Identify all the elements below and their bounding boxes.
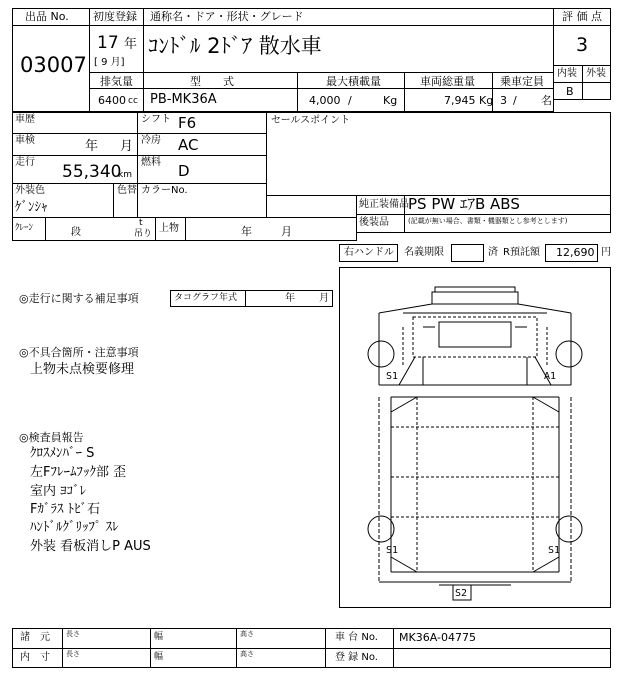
defects-label: ◎不具合箇所・注意事項 bbox=[19, 346, 139, 359]
details-left-box bbox=[12, 112, 267, 218]
tacho-year-unit: 年 bbox=[285, 293, 295, 304]
history-label: 車歴 bbox=[15, 114, 35, 125]
model-label: 型 式 bbox=[190, 75, 234, 88]
capacity-label: 乗車定員 bbox=[500, 75, 544, 88]
recycle-unit: 円 bbox=[601, 247, 611, 258]
length-label-2: 長さ bbox=[66, 650, 80, 658]
inspection-month-unit: 月 bbox=[120, 139, 134, 154]
crane-hang-unit: 吊り bbox=[134, 229, 153, 239]
max-load-label: 最大積載量 bbox=[326, 75, 381, 88]
chassis-label: 車 台 No. bbox=[335, 632, 378, 643]
length-label: 長さ bbox=[66, 630, 80, 638]
aftermarket-label: 後装品 bbox=[359, 217, 389, 228]
gross-weight-label: 車両総重量 bbox=[420, 75, 475, 88]
lot-label: 出品 No. bbox=[25, 10, 69, 23]
mark-rear-right: S1 bbox=[548, 545, 561, 556]
ext-color-value: ｹﾞﾝｼｬ bbox=[15, 200, 48, 215]
mark-rear-left: S1 bbox=[386, 545, 399, 556]
recycle-amount: 12,690 bbox=[556, 246, 595, 259]
reg-year-unit: 年 bbox=[124, 37, 138, 52]
ac-label: 冷房 bbox=[141, 135, 161, 146]
std-equipment-label: 純正装備品 bbox=[359, 199, 409, 210]
fuel-label: 燃料 bbox=[141, 157, 161, 168]
inspector-line: ﾊﾝﾄﾞﾙｸﾞﾘｯﾌﾟ ｽﾚ bbox=[30, 520, 119, 535]
mileage-unit: km bbox=[118, 170, 132, 180]
inspector-label: ◎検査員報告 bbox=[19, 431, 84, 444]
reg-year: 17 bbox=[97, 33, 119, 53]
first-reg-label: 初度登録 bbox=[93, 10, 137, 23]
name-change-label: 名義期限 bbox=[404, 247, 444, 258]
score-label: 評 価 点 bbox=[562, 10, 602, 23]
ext-color-label: 外装色 bbox=[15, 185, 45, 196]
color-change-label: 色替 bbox=[117, 185, 137, 196]
reg-month: [ 9 月] bbox=[94, 57, 125, 68]
mark-front-right: A1 bbox=[544, 371, 557, 382]
displacement-unit: cc bbox=[128, 96, 138, 106]
vehicle-name: ｺﾝﾄﾞﾙ 2ﾄﾞｱ 散水車 bbox=[148, 34, 322, 58]
tacho-label: タコグラフ年式 bbox=[174, 293, 238, 303]
interior-label: 内装 bbox=[557, 68, 577, 79]
body-label: 上物 bbox=[159, 223, 179, 234]
lot-number: 03007 bbox=[20, 53, 87, 77]
body-year-unit: 年 bbox=[241, 225, 252, 238]
name-label: 通称名・ドア・形状・グレード bbox=[150, 10, 304, 23]
ac-value: AC bbox=[178, 136, 199, 154]
inspection-year-unit: 年 bbox=[85, 139, 99, 154]
running-notes-label: ◎走行に関する補足事項 bbox=[19, 292, 139, 305]
shift-value: F6 bbox=[178, 114, 197, 132]
color-code-label: カラーNo. bbox=[141, 185, 188, 196]
interior-size-label: 内 寸 bbox=[20, 652, 50, 663]
inspector-line: 左Fﾌﾚｰﾑﾌｯｸ部 歪 bbox=[30, 465, 127, 480]
max-load-value: 4,000 bbox=[309, 94, 341, 107]
gross-weight-unit: Kg bbox=[479, 94, 494, 107]
width-label: 幅 bbox=[154, 632, 164, 642]
model-value: PB-MK36A bbox=[150, 92, 217, 107]
fuel-value: D bbox=[178, 162, 190, 180]
height-label: 高さ bbox=[240, 630, 254, 638]
mark-rear-bumper: S2 bbox=[455, 588, 468, 599]
inspector-line: 室内 ﾖｺﾞﾚ bbox=[30, 484, 87, 499]
recycle-prefix: 済 bbox=[488, 247, 498, 258]
std-equipment-value: PS PW ｴｱB ABS bbox=[408, 195, 520, 213]
capacity-unit: 名 bbox=[541, 94, 552, 107]
inspector-line: 外装 看板消しP AUS bbox=[30, 539, 151, 554]
defect-line: 上物未点検要修理 bbox=[30, 362, 135, 377]
mark-front-left: S1 bbox=[386, 371, 399, 382]
recycle-label: R預託額 bbox=[503, 247, 540, 258]
gross-weight-value: 7,945 bbox=[444, 94, 476, 107]
crane-stage-unit: 段 bbox=[71, 227, 81, 238]
displacement-label: 排気量 bbox=[100, 75, 133, 88]
spec-label: 諸 元 bbox=[20, 632, 50, 643]
exterior-label: 外装 bbox=[586, 68, 606, 79]
max-load-slash: / bbox=[348, 94, 352, 107]
inspection-label: 車検 bbox=[15, 135, 35, 146]
body-month-unit: 月 bbox=[281, 225, 292, 238]
inspector-line: Fｶﾞﾗｽ ﾄﾋﾞ石 bbox=[30, 502, 101, 517]
tacho-month-unit: 月 bbox=[319, 293, 329, 304]
height-label-2: 高さ bbox=[240, 650, 254, 658]
shift-label: シフト bbox=[141, 114, 171, 125]
mileage-label: 走行 bbox=[15, 157, 35, 168]
displacement-value: 6400 bbox=[98, 94, 126, 107]
steering-value: 右ハンドル bbox=[344, 247, 394, 258]
crane-label: ｸﾚｰﾝ bbox=[15, 223, 34, 233]
max-load-unit: Kg bbox=[383, 94, 398, 107]
name-change-box bbox=[451, 244, 484, 262]
sales-point-label: セールスポイント bbox=[271, 115, 351, 126]
inspector-line: ｸﾛｽﾒﾝﾊﾞｰ S bbox=[30, 446, 95, 461]
crane-ton-unit: t bbox=[139, 218, 143, 228]
aftermarket-note: (記載が無い場合、書類・機器類とし参考とします) bbox=[408, 217, 568, 225]
mileage-value: 55,340 bbox=[62, 162, 122, 182]
width-label-2: 幅 bbox=[154, 652, 164, 662]
chassis-number: MK36A-04775 bbox=[399, 631, 476, 644]
registration-label: 登 録 No. bbox=[335, 652, 378, 663]
capacity-value: 3 bbox=[500, 94, 507, 107]
capacity-slash: / bbox=[513, 94, 517, 107]
interior-score: B bbox=[566, 85, 574, 98]
truck-diagram bbox=[339, 267, 611, 608]
score-value: 3 bbox=[576, 34, 589, 56]
